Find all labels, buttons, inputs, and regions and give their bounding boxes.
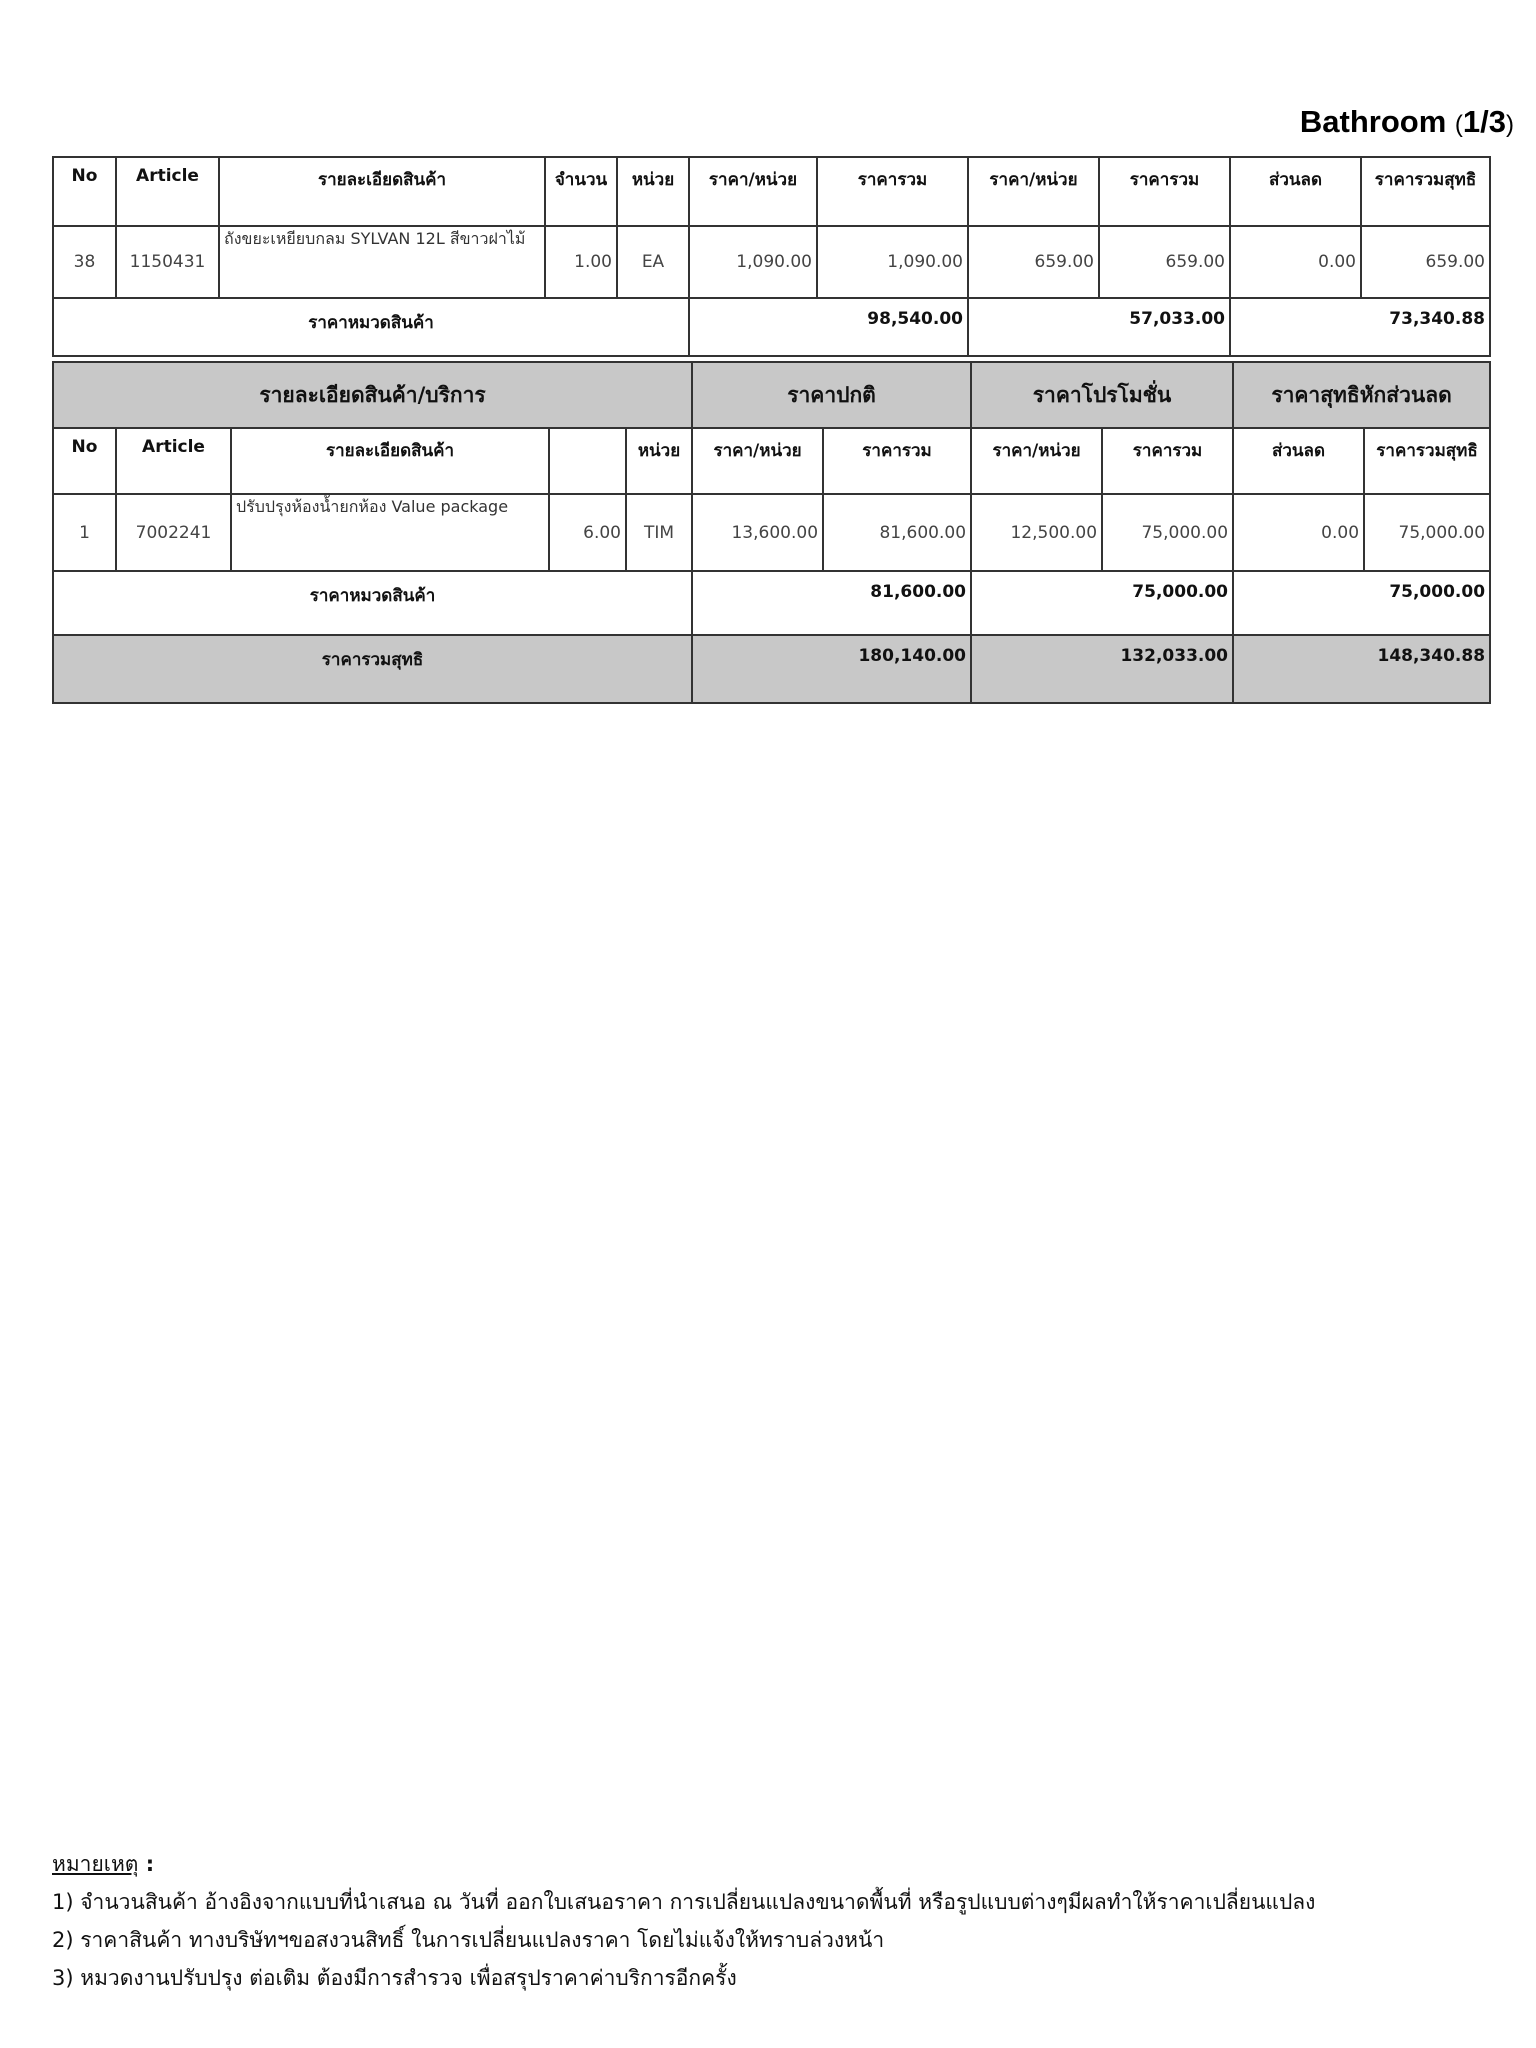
grand-total-label: ราคารวมสุทธิ xyxy=(53,635,692,703)
col-header: ราคารวม xyxy=(1102,428,1233,494)
col-header: หน่วย xyxy=(626,428,692,494)
title-paren-open: ( xyxy=(1454,111,1463,138)
cell-qty: 6.00 xyxy=(549,494,626,571)
col-header: รายละเอียดสินค้า xyxy=(231,428,549,494)
col-header: จำนวน xyxy=(545,157,617,226)
col-header: ส่วนลด xyxy=(1230,157,1361,226)
cell-unit-price: 13,600.00 xyxy=(692,494,823,571)
subtotal-promo: 75,000.00 xyxy=(971,571,1233,635)
col-header: ราคา/หน่วย xyxy=(968,157,1099,226)
col-header: No xyxy=(53,428,116,494)
note-item: 2) ราคาสินค้า ทางบริษัทฯขอสงวนสิทธิ์ ในการเปลี่ยนแปลงราคา โดยไม่แจ้งให้ทราบล่วงหน้า xyxy=(52,1928,885,1952)
table-header-row xyxy=(53,428,1490,494)
col-header xyxy=(549,428,626,494)
notes-section xyxy=(52,1845,1315,1997)
subtotal-normal: 98,540.00 xyxy=(689,298,968,356)
section-description-header: รายละเอียดสินค้า/บริการ xyxy=(53,362,692,428)
cell-article: 1150431 xyxy=(116,226,219,298)
product-table xyxy=(52,156,1491,357)
cell-promo-total: 75,000.00 xyxy=(1102,494,1233,571)
col-header: ราคารวมสุทธิ xyxy=(1364,428,1490,494)
title-page-number: 1/3 xyxy=(1462,104,1506,139)
subtotal-net: 73,340.88 xyxy=(1230,298,1490,356)
col-header: ราคารวมสุทธิ xyxy=(1361,157,1490,226)
col-header: ราคา/หน่วย xyxy=(689,157,817,226)
col-header: ราคารวม xyxy=(817,157,968,226)
cell-qty: 1.00 xyxy=(545,226,617,298)
col-header: ราคา/หน่วย xyxy=(971,428,1102,494)
subtotal-promo: 57,033.00 xyxy=(968,298,1230,356)
table-row xyxy=(53,494,1490,571)
cell-discount: 0.00 xyxy=(1233,494,1364,571)
cell-article: 7002241 xyxy=(116,494,231,571)
cell-net-total: 75,000.00 xyxy=(1364,494,1490,571)
page-title xyxy=(1300,104,1514,140)
cell-total: 1,090.00 xyxy=(817,226,968,298)
col-header: ส่วนลด xyxy=(1233,428,1364,494)
col-header: ราคารวม xyxy=(1099,157,1230,226)
subtotal-label: ราคาหมวดสินค้า xyxy=(53,298,689,356)
cell-promo-unit-price: 659.00 xyxy=(968,226,1099,298)
subtotal-row xyxy=(53,571,1490,635)
notes-title xyxy=(52,1845,1315,1883)
col-header: หน่วย xyxy=(617,157,689,226)
subtotal-row xyxy=(53,298,1490,356)
cell-description: ถังขยะเหยียบกลม SYLVAN 12L สีขาวฝาไม้ xyxy=(219,226,545,298)
notes-title-colon: : xyxy=(138,1852,155,1876)
table-header-row xyxy=(53,157,1490,226)
grand-total-promo: 132,033.00 xyxy=(971,635,1233,703)
title-text: Bathroom xyxy=(1299,104,1447,139)
col-header: No xyxy=(53,157,116,226)
section-net-price-header: ราคาสุทธิหักส่วนลด xyxy=(1233,362,1490,428)
section-header-row xyxy=(53,362,1490,428)
cell-net-total: 659.00 xyxy=(1361,226,1490,298)
col-header: รายละเอียดสินค้า xyxy=(219,157,545,226)
grand-total-normal: 180,140.00 xyxy=(692,635,971,703)
cell-unit: EA xyxy=(617,226,689,298)
cell-promo-total: 659.00 xyxy=(1099,226,1230,298)
notes-title-text: หมายเหตุ xyxy=(52,1852,139,1876)
section-promo-price-header: ราคาโปรโมชั่น xyxy=(971,362,1233,428)
cell-total: 81,600.00 xyxy=(823,494,971,571)
col-header: ราคารวม xyxy=(823,428,971,494)
table-row xyxy=(53,226,1490,298)
cell-no: 1 xyxy=(53,494,116,571)
cell-discount: 0.00 xyxy=(1230,226,1361,298)
col-header: Article xyxy=(116,428,231,494)
subtotal-normal: 81,600.00 xyxy=(692,571,971,635)
cell-unit-price: 1,090.00 xyxy=(689,226,817,298)
grand-total-net: 148,340.88 xyxy=(1233,635,1490,703)
subtotal-net: 75,000.00 xyxy=(1233,571,1490,635)
cell-unit: TIM xyxy=(626,494,692,571)
col-header: Article xyxy=(116,157,219,226)
section-normal-price-header: ราคาปกติ xyxy=(692,362,971,428)
service-table xyxy=(52,361,1491,704)
cell-no: 38 xyxy=(53,226,116,298)
col-header: ราคา/หน่วย xyxy=(692,428,823,494)
cell-promo-unit-price: 12,500.00 xyxy=(971,494,1102,571)
note-item: 3) หมวดงานปรับปรุง ต่อเติม ต้องมีการสำรวจ เพื่อสรุปราคาค่าบริการอีกครั้ง xyxy=(52,1966,737,1990)
subtotal-label: ราคาหมวดสินค้า xyxy=(53,571,692,635)
grand-total-row xyxy=(53,635,1490,703)
cell-description: ปรับปรุงห้องน้ำยกห้อง Value package xyxy=(231,494,549,571)
note-item: 1) จำนวนสินค้า อ้างอิงจากแบบที่นำเสนอ ณ วันที่ ออกใบเสนอราคา การเปลี่ยนแปลงขนาดพื้นที่ หรือรูปแบบต่างๆมีผลทำให้ราคาเปลี่ยนแปลง xyxy=(52,1890,1316,1914)
title-paren-close: ) xyxy=(1506,111,1514,138)
